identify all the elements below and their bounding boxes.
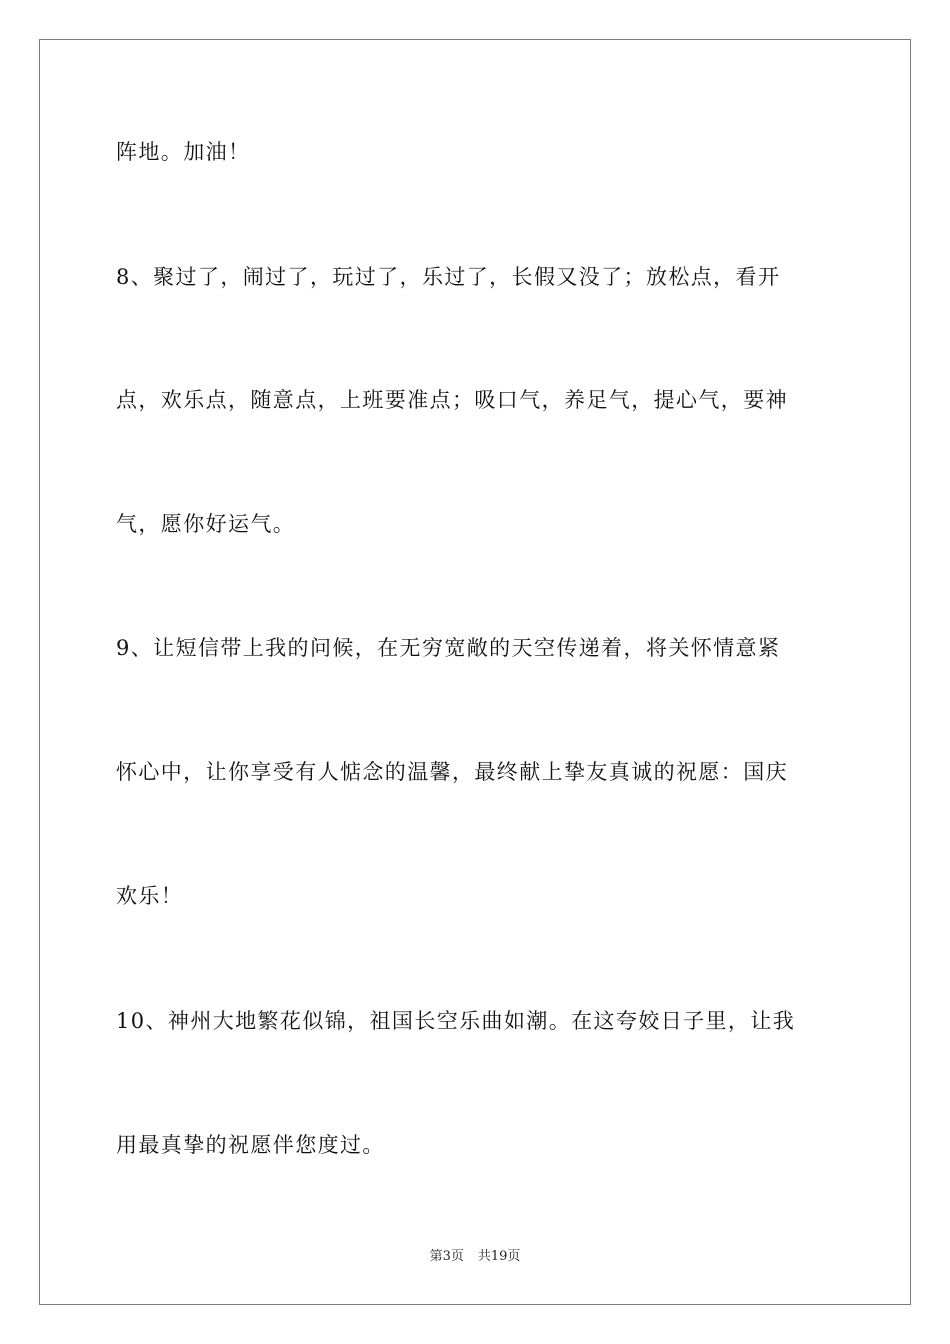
text-line-6: 怀心中，让你享受有人惦念的温馨，最终献上挚友真诚的祝愿：国庆 [116, 760, 788, 784]
text-line-5: 9、让短信带上我的问候，在无穷宽敞的天空传递着，将关怀情意紧 [116, 636, 781, 660]
page-total: 共19页 [477, 1249, 521, 1264]
text-line-7: 欢乐！ [116, 884, 184, 908]
text-line-8: 10、神州大地繁花似锦，祖国长空乐曲如潮。在这夸姣日子里，让我 [116, 1009, 796, 1033]
text-line-9: 用最真挚的祝愿伴您度过。 [116, 1133, 385, 1157]
text-line-2: 8、聚过了，闹过了，玩过了，乐过了，长假又没了；放松点，看开 [116, 265, 781, 289]
page-number: 第3页 [429, 1249, 464, 1264]
page-footer [0, 1248, 950, 1266]
text-line-4: 气，愿你好运气。 [116, 512, 296, 536]
page-frame [39, 39, 911, 1305]
text-line-1: 阵地。加油！ [116, 140, 251, 164]
text-line-3: 点，欢乐点，随意点，上班要准点；吸口气，养足气，提心气，要神 [116, 388, 788, 412]
